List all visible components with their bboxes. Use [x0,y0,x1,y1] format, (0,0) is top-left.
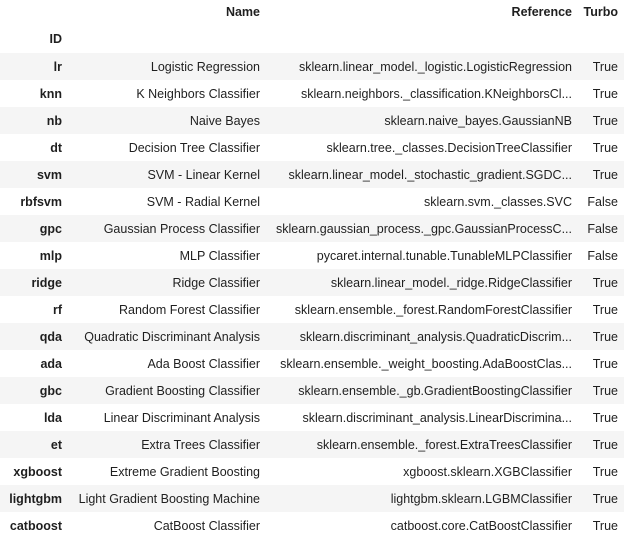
row-reference-cell: sklearn.ensemble._gb.GradientBoostingClassifier [298,383,572,398]
row-name-cell: Light Gradient Boosting Machine [78,491,260,506]
table-row [0,431,624,458]
index-header-id: ID [49,31,62,46]
row-id-cell: catboost [9,518,62,533]
row-name-cell: Gaussian Process Classifier [103,221,260,236]
row-name-cell: K Neighbors Classifier [136,86,260,101]
row-name-cell: MLP Classifier [179,248,260,263]
table-row [0,404,624,431]
row-reference-cell: xgboost.sklearn.XGBClassifier [403,464,572,479]
row-reference-cell: sklearn.linear_model._logistic.LogisticRegression [298,59,572,74]
row-name-cell: Extreme Gradient Boosting [109,464,260,479]
row-reference-cell: sklearn.ensemble._forest.RandomForestClassifier [294,302,572,317]
row-name-cell: Ridge Classifier [172,275,260,290]
row-id-cell: svm [36,167,62,182]
row-id-cell: lr [53,59,62,74]
table-row [0,215,624,242]
row-name-cell: Naive Bayes [189,113,260,128]
row-turbo-cell: False [587,248,618,263]
row-name-cell: Ada Boost Classifier [147,356,260,371]
row-name-cell: SVM - Linear Kernel [147,167,260,182]
table-row [0,134,624,161]
index-header-blank [68,24,266,53]
row-id-cell: lightgbm [9,491,62,506]
table-body [0,53,624,539]
row-name-cell: Gradient Boosting Classifier [105,383,260,398]
table-row [0,458,624,485]
row-turbo-cell: True [592,437,618,452]
row-turbo-cell: True [592,491,618,506]
row-reference-cell: sklearn.svm._classes.SVC [424,194,572,209]
row-turbo-cell: True [592,383,618,398]
row-name-cell: Quadratic Discriminant Analysis [84,329,260,344]
row-name-cell: Extra Trees Classifier [141,437,260,452]
column-header-blank [0,0,68,24]
row-turbo-cell: True [592,356,618,371]
row-id-cell: dt [50,140,62,155]
table-row [0,350,624,377]
row-reference-cell: sklearn.ensemble._forest.ExtraTreesClassifier [316,437,572,452]
table-row [0,323,624,350]
row-reference-cell: sklearn.ensemble._weight_boosting.AdaBoostClas... [280,356,572,371]
row-id-cell: knn [39,86,62,101]
table-row [0,512,624,539]
row-turbo-cell: True [592,140,618,155]
row-id-cell: mlp [39,248,62,263]
row-turbo-cell: True [592,302,618,317]
table-row [0,107,624,134]
row-reference-cell: lightgbm.sklearn.LGBMClassifier [390,491,572,506]
index-header-blank [266,24,578,53]
row-reference-cell: sklearn.tree._classes.DecisionTreeClassifier [326,140,572,155]
table-row [0,242,624,269]
row-reference-cell: sklearn.neighbors._classification.KNeighborsCl... [301,86,572,101]
index-header-row [0,24,624,53]
row-name-cell: SVM - Radial Kernel [146,194,260,209]
row-id-cell: gpc [39,221,62,236]
row-name-cell: Linear Discriminant Analysis [103,410,260,425]
row-name-cell: Decision Tree Classifier [128,140,260,155]
row-id-cell: nb [46,113,62,128]
row-turbo-cell: True [592,275,618,290]
column-header-reference: Reference [511,5,572,19]
row-turbo-cell: True [592,518,618,533]
column-header-name: Name [225,5,260,19]
row-reference-cell: sklearn.naive_bayes.GaussianNB [384,113,572,128]
row-reference-cell: sklearn.linear_model._stochastic_gradient.SGDC... [288,167,572,182]
row-turbo-cell: True [592,59,618,74]
column-header-row [0,0,624,24]
row-id-cell: qda [39,329,62,344]
row-turbo-cell: False [587,221,618,236]
row-id-cell: xgboost [13,464,62,479]
row-name-cell: Logistic Regression [150,59,260,74]
row-id-cell: rbfsvm [20,194,62,209]
row-turbo-cell: True [592,167,618,182]
table-row [0,188,624,215]
row-id-cell: ada [40,356,62,371]
row-turbo-cell: True [592,113,618,128]
table-header [0,0,624,53]
row-reference-cell: sklearn.linear_model._ridge.RidgeClassifier [330,275,572,290]
table-row [0,80,624,107]
index-header-blank [578,24,624,53]
row-id-cell: ridge [31,275,62,290]
column-header-turbo: Turbo [583,5,618,19]
row-turbo-cell: True [592,464,618,479]
row-name-cell: CatBoost Classifier [153,518,260,533]
row-reference-cell: pycaret.internal.tunable.TunableMLPClassifier [316,248,572,263]
row-reference-cell: catboost.core.CatBoostClassifier [390,518,572,533]
table-row [0,485,624,512]
row-turbo-cell: True [592,410,618,425]
row-reference-cell: sklearn.gaussian_process._gpc.GaussianProcessC... [276,221,572,236]
table-row [0,296,624,323]
row-turbo-cell: True [592,329,618,344]
table-row [0,377,624,404]
row-turbo-cell: True [592,86,618,101]
row-id-cell: rf [52,302,62,317]
row-reference-cell: sklearn.discriminant_analysis.QuadraticDiscrim... [299,329,572,344]
table-row [0,269,624,296]
row-reference-cell: sklearn.discriminant_analysis.LinearDiscrimina... [302,410,572,425]
table-row [0,161,624,188]
row-id-cell: et [50,437,62,452]
row-turbo-cell: False [587,194,618,209]
row-id-cell: gbc [39,383,62,398]
row-name-cell: Random Forest Classifier [118,302,260,317]
table-row [0,53,624,80]
row-id-cell: lda [43,410,62,425]
